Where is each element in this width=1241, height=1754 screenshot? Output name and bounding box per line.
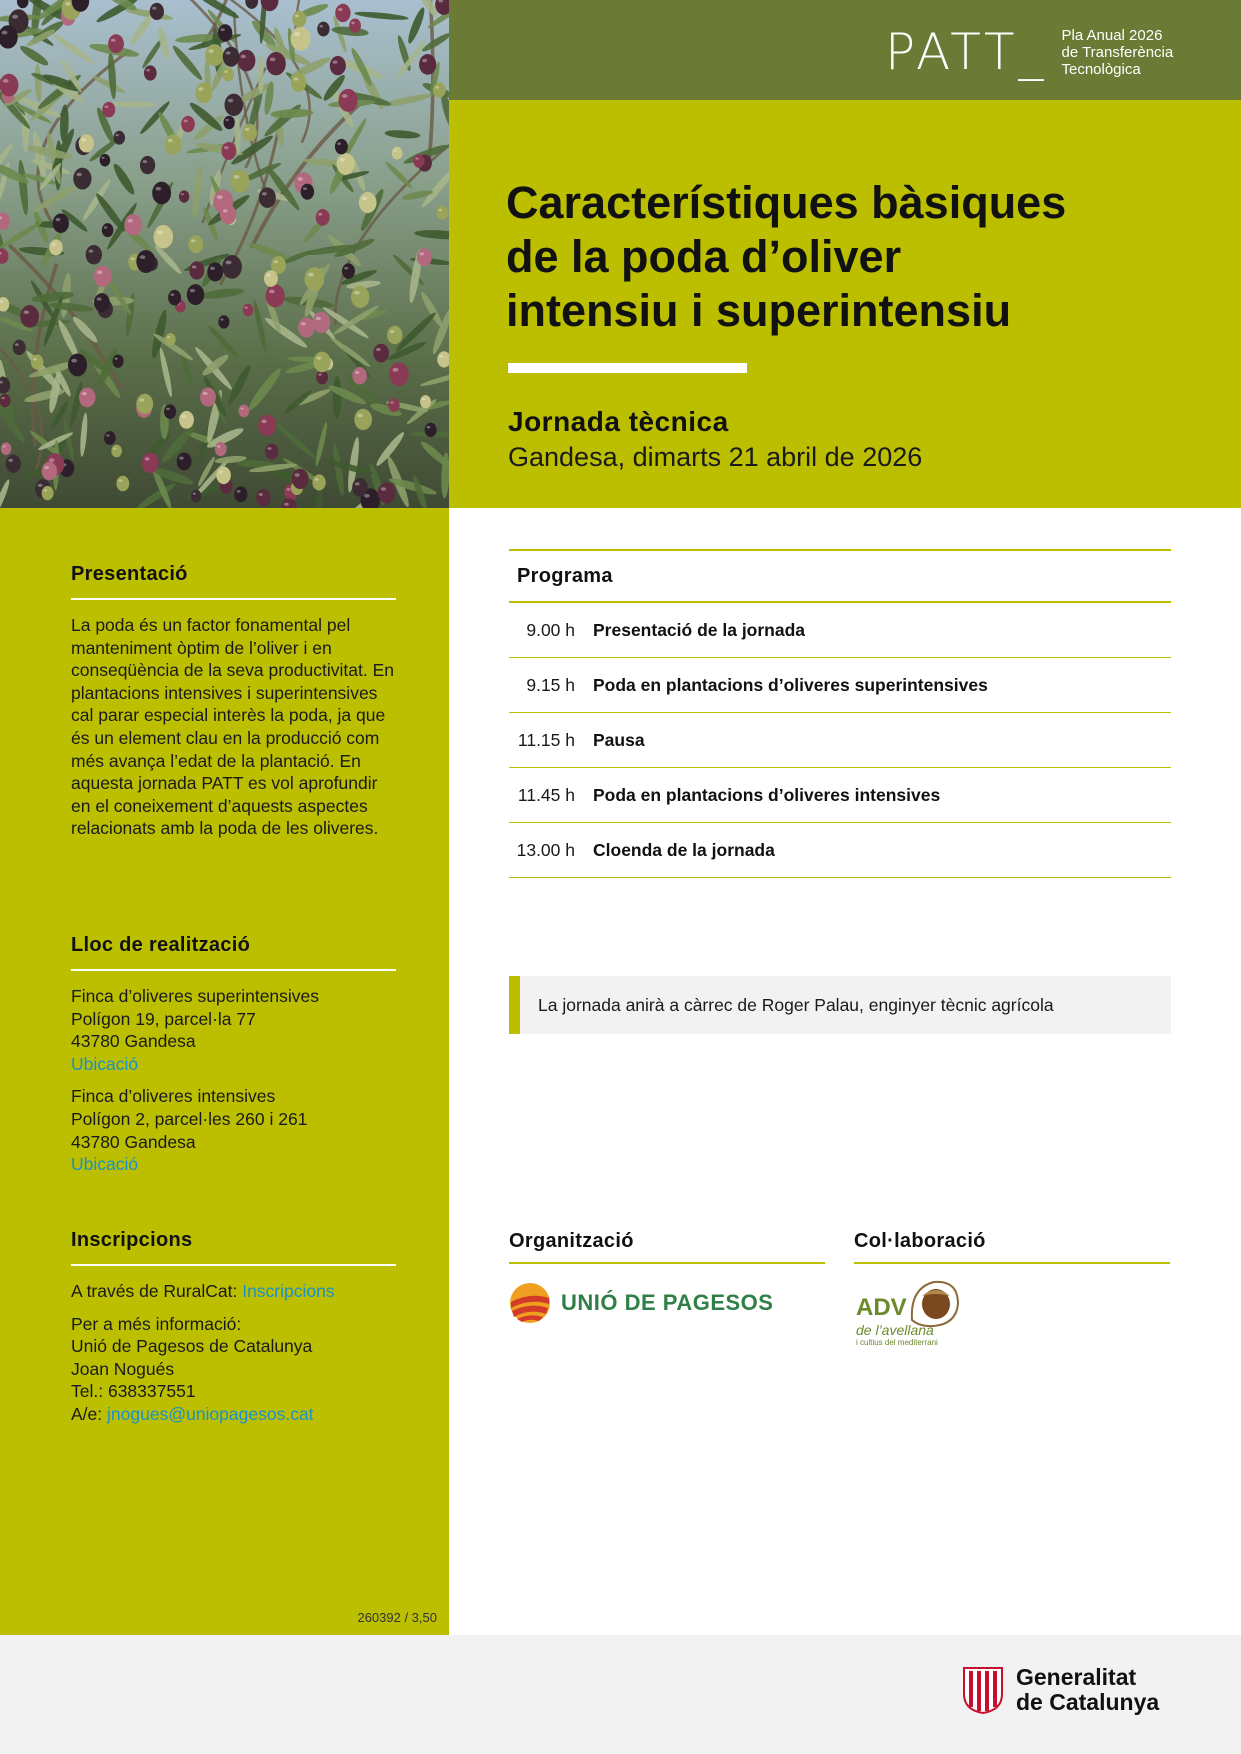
venue-address-line: Finca d’oliveres intensives	[71, 1086, 276, 1107]
collaboration-tagline: i cultius del mediterrani	[856, 1338, 938, 1347]
title-line: Característiques bàsiques	[506, 177, 1067, 228]
program-row	[509, 713, 1171, 768]
registration-link[interactable]: Inscripcions	[242, 1281, 335, 1301]
patt-subtitle-line: Tecnològica	[1061, 60, 1141, 78]
program-heading: Programa	[509, 551, 1171, 603]
email-label: A/e:	[71, 1403, 103, 1424]
event-type: Jornada tècnica	[508, 406, 729, 437]
program-row	[509, 603, 1171, 658]
olive-branch-illustration	[0, 0, 449, 508]
registration-via-label: A través de RuralCat:	[71, 1281, 238, 1301]
catalan-coat-of-arms-icon	[962, 1666, 1004, 1714]
title-line: intensiu i superintensiu	[506, 285, 1012, 336]
presentation-heading: Presentació	[71, 563, 396, 600]
footer	[0, 1635, 1241, 1754]
adv-avellana-logo	[854, 1274, 966, 1356]
program-item: Cloenda de la jornada	[593, 839, 775, 860]
venue-address-line: Finca d’oliveres superintensives	[71, 986, 320, 1006]
patt-logo	[885, 24, 1173, 80]
page-title	[506, 176, 1186, 338]
registration-via	[71, 1280, 396, 1303]
registration-section	[71, 1229, 396, 1426]
organization-name: UNIÓ DE PAGESOS	[561, 1290, 774, 1315]
venue-address-line: Polígon 2, parcel·les 260 i 261	[71, 1108, 308, 1129]
registration-heading: Inscripcions	[71, 1229, 396, 1266]
registration-details	[71, 1280, 396, 1426]
venue-location-link[interactable]: Ubicació	[71, 1154, 139, 1175]
collaboration-subname: de l’avellana	[856, 1322, 934, 1338]
reference-code: 260392 / 3,50	[357, 1610, 437, 1625]
program-time: 9.15 h	[526, 674, 575, 695]
title-line: de la poda d’oliver	[506, 231, 902, 282]
presentation-body: La poda és un factor fonamental pel manteniment òptim de l’oliver i en conseqüència de la seva productivitat. En plantacions intensives i superintensives cal parar especial interès la poda, ja que és un element clau en la producció com més avança l’edat de la plantació. En aquesta jornada PATT es vol aprofundir en el coneixement d’aquests aspectes relacionats amb la poda de les oliveres.	[71, 615, 394, 839]
speaker-note: La jornada anirà a càrrec de Roger Palau, enginyer tècnic agrícola	[509, 976, 1171, 1034]
contact-line: Unió de Pagesos de Catalunya	[71, 1336, 313, 1357]
venue-address-line: Polígon 19, parcel·la 77	[71, 1008, 256, 1029]
sun-furrows-icon	[509, 1282, 551, 1324]
venue-section	[71, 934, 396, 1176]
organization-section	[509, 1230, 825, 1324]
program-row	[509, 768, 1171, 823]
program-item: Poda en plantacions d’oliveres intensives	[593, 784, 941, 805]
patt-logo-word: PATT_	[885, 23, 1048, 81]
generalitat-name	[1016, 1665, 1159, 1715]
collaboration-name: ADV	[856, 1294, 907, 1321]
title-divider	[508, 363, 747, 373]
program-row	[509, 658, 1171, 713]
patt-subtitle-line: Pla Anual 2026	[1061, 26, 1163, 44]
program-time: 9.00 h	[526, 619, 575, 640]
unio-de-pagesos-logo	[509, 1282, 825, 1324]
brand-bar	[449, 0, 1241, 100]
venue-site	[71, 1085, 396, 1175]
venue-heading: Lloc de realització	[71, 934, 396, 971]
contact-line: Per a més informació:	[71, 1313, 242, 1334]
organization-heading: Organització	[509, 1230, 825, 1264]
patt-logo-subtitle	[1061, 27, 1173, 78]
program-item: Poda en plantacions d’oliveres superintensives	[593, 674, 988, 695]
generalitat-line: de Catalunya	[1016, 1689, 1160, 1715]
program-row	[509, 823, 1171, 878]
venue-location-link[interactable]: Ubicació	[71, 1053, 139, 1074]
sidebar	[0, 508, 449, 1635]
venue-site	[71, 985, 396, 1075]
program-time: 13.00 h	[516, 839, 575, 860]
patt-subtitle-line: de Transferència	[1061, 43, 1174, 61]
venue-address-line: 43780 Gandesa	[71, 1031, 196, 1052]
presentation-section	[71, 563, 396, 840]
generalitat-line: Generalitat	[1016, 1664, 1137, 1690]
event-date: Gandesa, dimarts 21 abril de 2026	[508, 442, 923, 472]
program-item: Pausa	[593, 729, 645, 750]
contact-info	[71, 1313, 396, 1426]
venue-address-line: 43780 Gandesa	[71, 1131, 196, 1152]
collaboration-heading: Col·laboració	[854, 1230, 1170, 1264]
title-panel	[449, 100, 1241, 508]
program-table	[509, 549, 1171, 878]
program-time: 11.45 h	[517, 784, 575, 805]
program-item: Presentació de la jornada	[593, 619, 806, 640]
contact-email-link[interactable]: jnogues@uniopagesos.cat	[107, 1403, 314, 1424]
venue-details	[71, 985, 396, 1176]
generalitat-logo	[962, 1665, 1159, 1715]
collaboration-section	[854, 1230, 1170, 1356]
program-time: 11.15 h	[517, 729, 575, 750]
olive-branch-photo	[0, 0, 449, 508]
contact-line: Joan Nogués	[71, 1358, 175, 1379]
contact-line: Tel.: 638337551	[71, 1381, 196, 1402]
